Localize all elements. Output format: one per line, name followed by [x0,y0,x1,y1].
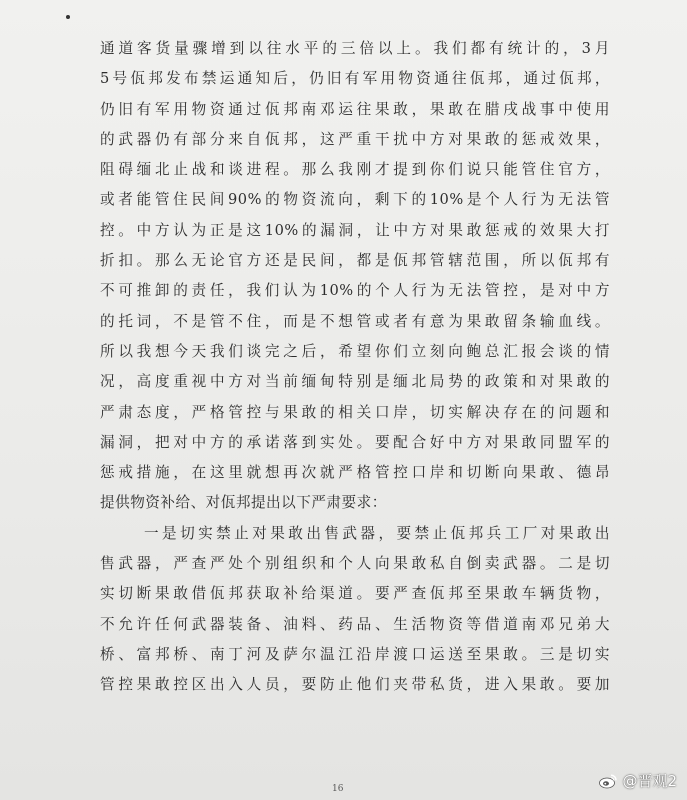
text-line: 的托词，不是管不住，而是不想管或者有意为果敢留条输血线。 [100,312,610,330]
text-line: 况，高度重视中方对当前缅甸特别是缅北局势的政策和对果敢的 [100,373,610,391]
watermark [598,770,677,791]
text-line: 不允许任何武器装备、油料、药品、生活物资等借道南邓兄弟大 [100,615,610,633]
text-line: 实切断果敢借佤邦获取补给渠道。要严查佤邦至果敢车辆货物， [100,585,610,603]
text-line: 不可推卸的责任，我们认为10%的个人行为无法管控，是对中方 [100,282,610,300]
text-line: 阻碍缅北止战和谈进程。那么我刚才提到你们说只能管住官方， [100,161,610,179]
watermark-text: @晋观2 [622,772,677,790]
text-line: 或者能管住民间90%的物资流向，剩下的10%是个人行为无法管 [100,191,610,209]
text-line: 的武器仍有部分来自佤邦，这严重干扰中方对果敢的惩戒效果， [100,130,610,148]
punch-dot [66,15,70,19]
document-body [100,34,610,701]
text-line: 5号佤邦发布禁运通知后，仍旧有军用物资通往佤邦，通过佤邦， [100,70,610,88]
text-line: 所以我想今天我们谈完之后，希望你们立刻向鲍总汇报会谈的情 [100,342,610,360]
text-line: 管控果敢控区出入人员，要防止他们夹带私货，进入果敢。要加 [100,676,610,694]
text-line: 控。中方认为正是这10%的漏洞，让中方对果敢惩戒的效果大打 [100,221,610,239]
text-line: 通道客货量骤增到以往水平的三倍以上。我们都有统计的，3月 [100,40,610,57]
weibo-icon [598,773,618,789]
text-line: 严肃态度，严格管控与果敢的相关口岸，切实解决存在的问题和 [100,403,610,421]
text-line: 一是切实禁止对果敢出售武器，要禁止佤邦兵工厂对果敢出 [144,524,610,542]
text-line: 漏洞，把对中方的承诺落到实处。要配合好中方对果敢同盟军的 [100,433,610,451]
text-line: 折扣。那么无论官方还是民间，都是佤邦管辖范围，所以佤邦有 [100,252,610,270]
page-number: 16 [332,784,344,794]
text-line: 桥、富邦桥、南丁河及萨尔温江沿岸渡口运送至果敢。三是切实 [100,645,610,663]
text-line: 仍旧有军用物资通过佤邦南邓运往果敢，果敢在腊戌战事中使用 [100,100,610,118]
text-line: 惩戒措施，在这里就想再次就严格管控口岸和切断向果敢、德昂 [100,464,610,482]
text-line: 提供物资补给、对佤邦提出以下严肃要求： [100,494,387,512]
text-line: 售武器，严查严处个别组织和个人向果敢私自倒卖武器。二是切 [100,555,610,573]
